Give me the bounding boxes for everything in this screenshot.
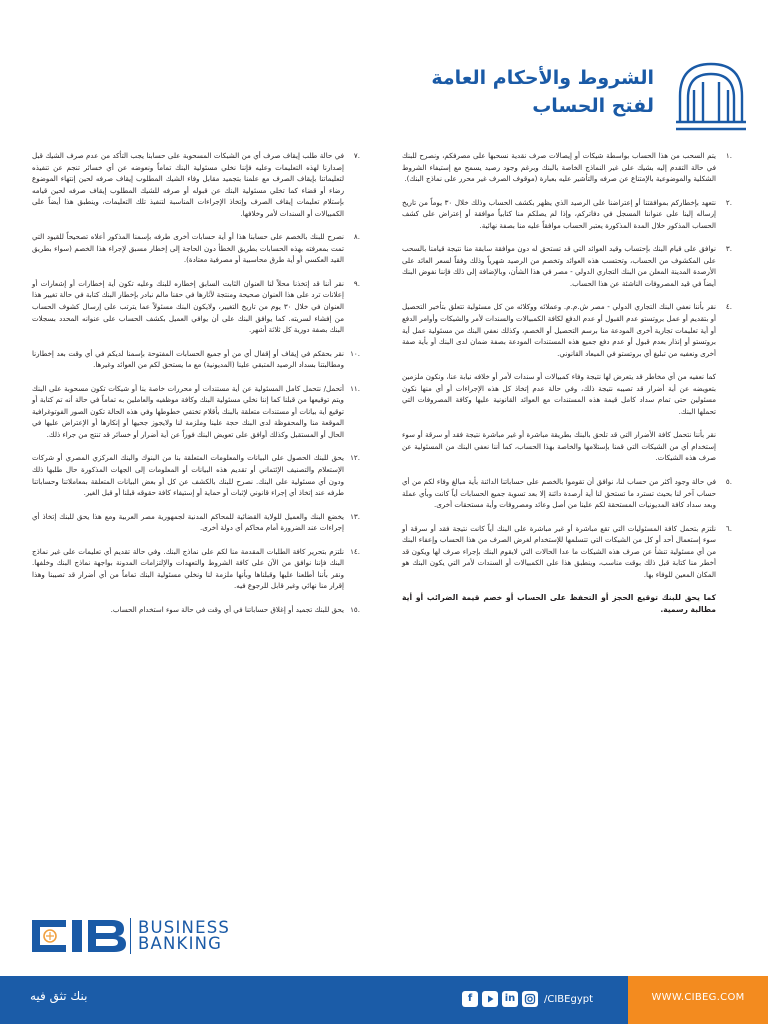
terms-clause bbox=[32, 231, 360, 266]
clause-number: ٤. bbox=[725, 302, 732, 312]
clause-text: في حالة طلب إيقاف صرف أي من الشيكات المسحوبة على حسابنا يجب التأكد من عدم صرف الشيك قبل إصدارنا لهذه التعليمات وعليه فإننا نخلي مسئولية البنك تماماً ونعوضه عن أي خسائر تنجم عن تنفيذه لتعليماتنا بإيقاف الصرف مع علمنا بتجميد مقابل وفاء الشيك المطلوب إيقاف صرفه لحين إنتهاء الموضوع رضاء أو قضاء كما تخلي مسئولية البنك عن قبوله أو صرفه للشيك المطلوب إيقاف صرفه لحين قيامه بإستلام تعليمات إيقاف الصرف وإتخاذ الإجراءات المناسبة لتنفيذ تلك التعليمات، وينطبق هذا أيضاً على الكمبيالات أو السندات لأمر وخلافها. bbox=[32, 151, 344, 218]
clause-number: ٣. bbox=[725, 244, 732, 254]
linkedin-icon[interactable]: in bbox=[502, 991, 518, 1007]
terms-clause bbox=[402, 476, 732, 511]
facebook-icon[interactable]: f bbox=[462, 991, 478, 1007]
youtube-play-glyph bbox=[482, 991, 498, 1007]
terms-clause bbox=[32, 383, 360, 441]
clause-text: في حالة وجود أكثر من حساب لنا، نوافق أن تقوموا بالخصم على حساباتنا الدائنة بأية مبالغ وفاء لكم من أي حساب آخر لنا بحيث تسترد ما تستحق لنا أية أرصدة دائنة إلا بعد تسوية جميع الحسابات أياً كانت وبأي عملة وبعد سداد كافة المديونيات المستحقة لكم علينا من أصل وعائد ومصروفات وأية مستحقات أخرى. bbox=[402, 477, 716, 510]
clause-text: نقر بأننا نعفي البنك التجاري الدولي - مصر ش.م.م. وعملائه ووكلائه من كل مسئولية تتعلق بتأخير التحصيل أو بتقديم أو عمل بروتستو عدم القبول أو عدم الدفع لكافة الكمبيالات والسندات لأمر والشيكات وأوامر الدفع أو أية تعليمات تجارية أخرى المودعة منا برسم التحصيل أو الخصم، وكذلك نعفي البنك من مسئولية عمل أية بروتستو أو إنذار بعدم قبول أو عدم دفع جميع هذه المستندات المودعة بصفة ضمان لدى البنك أو بأية صفة أخرى ونعفيه من تبليغ أي بروتستو في الميعاد القانوني. bbox=[402, 302, 716, 358]
terms-clause bbox=[402, 301, 732, 359]
clause-text: نلتزم بتحمل كافة المسئوليات التي تقع مباشرة أو غير مباشرة على البنك أياً كانت نتيجة فقد أو سرقة أو سوء إستعمال أحد أو كل من الشيكات التي تتسلمها للإستخدام لغرض الصرف من هذا الحساب وإعفاء البنك من أي مسئولية تنشأ عن صرف هذه الشيكات ما عدا الحالات التي لايقوم البنك بإجراء صرف لها ويكون قد أخطر منا كتابة قبل ذلك بوقت مناسب، وينطبق هذا على الكمبيالات أو السندات لأمر التي يكون البنك هو المكان المعين للوفاء بها. bbox=[402, 523, 716, 579]
clause-text: نصرح للبنك بالخصم على حسابنا هذا أو أية حسابات أخرى طرفه بإسمنا المذكور أعلاه تصحيحاً للقيود التي تمت بمعرفته بهذه الحسابات بطريق الخطأ دون الحاجة إلى إخطار مسبق لإجراء هذا الخصم (سواء بطريق القيد العكسي أو أية طرق محاسبية أو مصرفية معتادة). bbox=[32, 232, 344, 265]
terms-clause bbox=[32, 278, 360, 336]
clause-number: ١. bbox=[725, 151, 732, 160]
instagram-camera-glyph bbox=[522, 991, 538, 1007]
clause-number: ١١. bbox=[350, 383, 360, 393]
instagram-icon[interactable] bbox=[522, 991, 538, 1007]
clause-number: ١٢. bbox=[350, 453, 360, 463]
business-banking-label bbox=[138, 920, 230, 952]
terms-clause bbox=[32, 546, 360, 592]
terms-clause bbox=[32, 348, 360, 371]
clause-text: يتم السحب من هذا الحساب بواسطة شيكات أو إيصالات صرف نقدية نسحبها على مصرفكم، ونصرح للبنك في حالة التقدم إليه بشيك على غير النماذج الخاصة بالبنك وبرغم وجود رصيد يسمح مع إستيفاء الشروط الشكلية والموضوعية بالإمتناع عن صرفه والتأشير عليه بعبارة (موقوف الصرف غير محرر على نماذج البنك). bbox=[402, 151, 716, 184]
clause-text: نقر أننا قد إتخذنا محلاً لنا العنوان الثابت السابق إخطاره للبنك وعليه تكون أية إخطارات أو إشعارات أو إعلانات ترد على هذا العنوان صحيحة ومنتجة لآثارها في حقنا مالم نبادر بإخطار البنك كتابة في حالة تغيير هذا العنوان في خلال ٣٠ يوم من تاريخ التغيير، ولايكون البنك مسئولاً عما يترتب على إرسال كشوف الحساب من إفشاء لسريته. كما يوافق البنك على أن يوافي العميل بكشف الحساب على عنوانه المحدد بسجلات البنك بصفة دورية كل ثلاثة أشهر. bbox=[32, 278, 344, 335]
clause-text: يخضع البنك والعميل للولاية القضائية للمحاكم المدنية لجمهورية مصر العربية ومع هذا يحق للبنك إتخاذ أي إجراءات عند الضرورة أمام محاكم أي دولة أخرى. bbox=[32, 511, 344, 533]
clause-text: نوافق على قيام البنك بإحتساب وقيد العوائد التي قد تستحق له دون موافقة سابقة منا نتيجة قيامنا بالسحب على المكشوف من الحساب، وتحتسب هذه العوائد وتخصم من الرصيد شهرياً وذلك وفقاً لسعر العائد على الأرصدة المدينة المعلن من البنك التجاري الدولي - مصر في هذا الشأن، وبالإضافة إلى ذلك فإننا نفوض البنك أيضاً في قيد المصروفات الناشئة عن هذا الحساب. bbox=[402, 244, 716, 288]
terms-clause bbox=[402, 523, 732, 581]
terms-paragraph: كما نعفيه من أي مخاطر قد يتعرض لها نتيجة وفاء كمبيالات أو سندات لأمر أو خلافه نيابة عنا، ونكون ملزمين بتعويضه عن أية أضرار قد تصيبه نتيجة ذلك، وفي حالة عدم إتخاذ كل هذه الإجراءات أو أي منها نكون مسئولين حتى تمام سداد كامل قيمة هذه المستندات مع العوائد القانونية عليها وكافة المصروفات التي تحملها البنك. bbox=[402, 372, 716, 416]
footer-tagline: بنك تثق فيه bbox=[30, 989, 88, 1003]
clause-text: أتحمل/ نتحمل كامل المسئولية عن أية مستندات أو محررات خاصة بنا أو شيكات تكون مسحوبة على البنك ويتم توقيعها من قبلنا كما إننا نخلي مسئولية البنك وكافة موظفيه والعاملين به تماماً في حالة أنه تم كتابة أو توقيع أية بيانات أو مستندات متعلقة بالبنك بأقلام تختفي خطوطها وفي هذه الحالة تكون الصور الفوتوغرافية الموقعة منا والمحفوظة لدى البنك حجة علينا وملزمة لنا ولايجوز جحيها أو إنكارها أو الإعتراض عليها في الحال أو المستقبل وكذلك أوافق على تعويض البنك فوراً عن أية أضرار أو خسائر قد تنتج من جراء ذلك. bbox=[32, 383, 344, 439]
social-links bbox=[462, 990, 593, 1008]
brand-line-1: BUSINESS bbox=[138, 918, 231, 937]
terms-clause bbox=[32, 452, 360, 498]
cib-logo-mark bbox=[32, 920, 126, 952]
terms-bold-note: كما يحق للبنك توقيع الحجز أو التحفظ على الحساب أو خصم قيمة الضرائب أو أية مطالبة رسمية. bbox=[402, 593, 716, 615]
clause-number: ١٤. bbox=[350, 546, 360, 556]
terms-column-left bbox=[32, 150, 360, 628]
terms-column-right bbox=[402, 150, 732, 628]
title-line-2: لفتح الحساب bbox=[532, 95, 654, 117]
terms-clause bbox=[32, 511, 360, 534]
clause-text: يحق للبنك الحصول على البيانات والمعلومات المتعلقة بنا من البنوك والبنك المركزي المصري أو شركات الإستعلام والتصنيف الإئتماني أو تقديم هذه البيانات أو المعلومات إلى الجهات المذكورة حال طلبها ذلك ودون أي مسئولية على البنك. نصرح للبنك بالكشف عن كل أو بعض البيانات المتعلقة بمعاملاتنا وحساباتنا طرفه عند إتخاذ أي إجراء قانوني لإثبات أو حماية أو إستيفاء كافة حقوقه قبلنا أو قبل الغير. bbox=[32, 453, 344, 498]
terms-clause bbox=[402, 243, 732, 289]
youtube-icon[interactable] bbox=[482, 991, 498, 1007]
clause-text: نقر بحقكم في إيقاف أو إقفال أي من أو جميع الحسابات المفتوحة بإسمنا لديكم في أي وقت بعد إخطارنا ومطالبتنا بسداد الرصيد المتبقي علينا (المديونية) مع ما يستحق لكم من العوائد وغيرها. bbox=[32, 348, 344, 370]
cib-bridge-icon bbox=[674, 56, 748, 136]
terms-clause bbox=[32, 604, 360, 616]
clause-number: ٦. bbox=[725, 523, 732, 533]
title-line-1: الشروط والأحكام العامة bbox=[431, 67, 654, 89]
clause-number: ٥. bbox=[725, 477, 732, 487]
terms-clause bbox=[402, 150, 732, 185]
clause-number: ١٣. bbox=[350, 511, 360, 521]
clause-number: ٩. bbox=[353, 278, 360, 288]
page-title bbox=[430, 64, 654, 120]
social-handle[interactable]: /CIBEgypt bbox=[544, 993, 594, 1005]
clause-number: ٧. bbox=[353, 151, 360, 160]
clause-number: ٨. bbox=[353, 232, 360, 242]
clause-number: ٢. bbox=[725, 197, 732, 207]
clause-number: ١٠. bbox=[350, 348, 360, 358]
clause-number: ١٥. bbox=[350, 604, 360, 614]
terms-clause bbox=[32, 150, 360, 219]
clause-text: يحق للبنك تجميد أو إغلاق حساباتنا في أي وقت في حالة سوء استخدام الحساب. bbox=[110, 604, 344, 614]
terms-clause bbox=[402, 197, 732, 232]
brand-divider bbox=[130, 918, 131, 954]
terms-paragraph: نقر بأننا نتحمل كافة الأضرار التي قد تلحق بالبنك بطريقة مباشرة أو غير مباشرة نتيجة فقد أو سرقة أو سوء إستخدام أي من الشيكات التي قمنا بإستلامها والخاصة بهذا الحساب، كما أننا نعفي البنك من المسئولية عن صرف هذه الشيكات. bbox=[402, 430, 716, 463]
brand-line-2: BANKING bbox=[138, 934, 223, 953]
clause-text: نتعهد بإخطاركم بموافقتنا أو إعتراضنا على الرصيد الذي يظهر بكشف الحساب وذلك خلال ٣٠ يوماً من تاريخ إرساله إلينا على عنواننا المسجل في دفاتركم، وإذا لم يصلكم منا كتابياً موافقة أو إعتراض على كشف الحساب المذكور خلال المدة المذكورة يعتبر الحساب موافقاً عليه منا بصفة نهائية. bbox=[402, 197, 716, 230]
clause-text: نلتزم بتحرير كافة الطلبات المقدمة منا لكم على نماذج البنك. وفي حالة تقديم أي تعليمات على غير نماذج البنك فإننا نوافق من الآن على كافة الشروط والتعهدات والإلتزامات المدونة بواجهة نماذج البنك وخلفها. ونقر بأننا أطلعنا عليها وقبلناها وبأنها ملزمة لنا ونخلي مسئولية البنك تماماً من أي أضرار قد تصيبنا وهذا إقرار منا نهائي وغير قابل للرجوع فيه. bbox=[32, 546, 344, 591]
website-link[interactable]: WWW.CIBEG.COM bbox=[651, 992, 745, 1003]
